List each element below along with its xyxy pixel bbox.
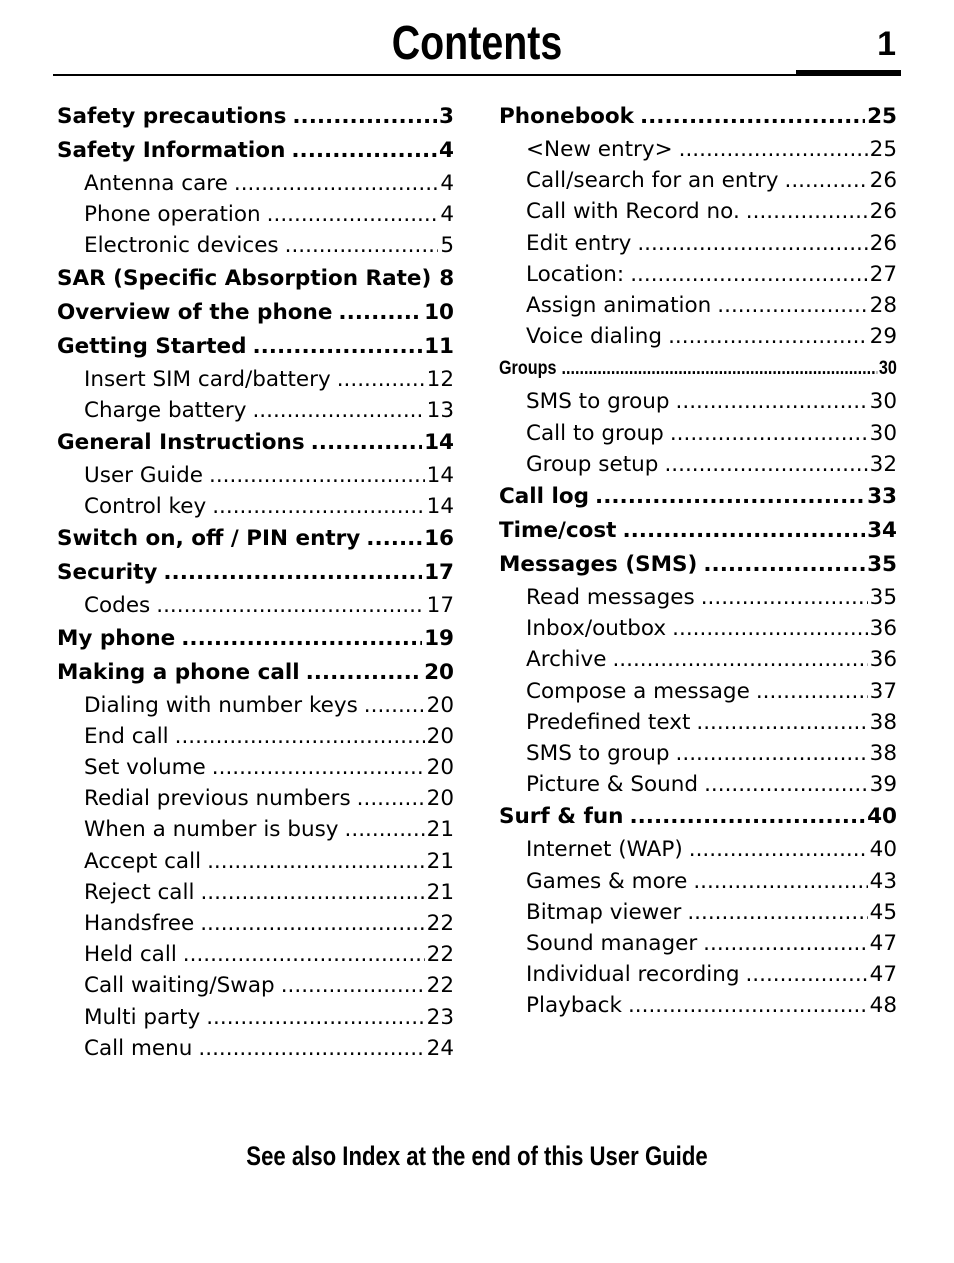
toc-dot-leader bbox=[200, 908, 424, 939]
toc-dot-leader bbox=[670, 418, 868, 449]
toc-entry-page: 3 bbox=[439, 104, 454, 129]
toc-entry-page: 35 bbox=[867, 552, 897, 578]
toc-entry-label: Switch on, off / PIN entry bbox=[57, 526, 361, 552]
toc-entry-page: 43 bbox=[869, 868, 897, 894]
toc-dot-leader bbox=[200, 877, 424, 908]
toc-entry-label: End call bbox=[84, 723, 169, 749]
toc-entry-label: Held call bbox=[84, 942, 177, 968]
toc-subsection-entry[interactable] bbox=[57, 168, 454, 199]
toc-entry-label: Overview of the phone bbox=[57, 299, 333, 325]
toc-entry-label: Call/search for an entry bbox=[526, 168, 779, 194]
toc-entry-label: Phonebook bbox=[499, 104, 634, 129]
toc-entry-label: Games & more bbox=[526, 868, 688, 894]
toc-dot-leader bbox=[281, 970, 425, 1001]
toc-entry-page: 20 bbox=[426, 755, 454, 781]
toc-entry-page: 20 bbox=[424, 659, 454, 685]
toc-entry-label: Groups bbox=[499, 358, 557, 380]
toc-subsection-entry[interactable] bbox=[57, 877, 454, 908]
toc-dot-leader bbox=[357, 783, 425, 814]
toc-subsection-entry[interactable] bbox=[57, 908, 454, 939]
toc-column-right bbox=[499, 100, 897, 1022]
toc-subsection-entry[interactable] bbox=[499, 418, 897, 449]
toc-dot-leader bbox=[717, 290, 867, 321]
toc-entry-label: Accept call bbox=[84, 848, 202, 874]
toc-dot-leader bbox=[629, 800, 865, 834]
toc-dot-leader bbox=[745, 959, 867, 990]
toc-entry-page: 20 bbox=[426, 692, 454, 718]
toc-entry-page: 28 bbox=[869, 293, 897, 319]
toc-section-entry[interactable] bbox=[57, 296, 454, 330]
toc-entry-page: 25 bbox=[869, 137, 897, 162]
toc-subsection-entry[interactable] bbox=[57, 590, 454, 621]
index-note: See also Index at the end of this User Guide bbox=[246, 1141, 708, 1171]
toc-entry-page: 4 bbox=[440, 171, 454, 196]
toc-dot-leader bbox=[640, 100, 865, 134]
toc-entry-label: Surf & fun bbox=[499, 804, 624, 830]
toc-entry-page: 26 bbox=[869, 199, 897, 225]
toc-section-entry[interactable] bbox=[499, 514, 897, 548]
toc-entry-label: Safety precautions bbox=[57, 104, 287, 129]
toc-entry-label: Call log bbox=[499, 484, 590, 510]
toc-entry-page: 5 bbox=[440, 233, 454, 259]
toc-subsection-entry[interactable] bbox=[57, 939, 454, 970]
toc-entry-page: 26 bbox=[869, 168, 897, 194]
toc-subsection-entry[interactable] bbox=[499, 676, 897, 707]
toc-subsection-entry[interactable] bbox=[57, 230, 454, 261]
toc-entry-label: Electronic devices bbox=[84, 233, 279, 259]
page-number: 1 bbox=[877, 25, 896, 63]
toc-dot-leader bbox=[612, 644, 867, 675]
toc-entry-page: 30 bbox=[878, 358, 897, 380]
toc-entry-page: 40 bbox=[867, 804, 897, 830]
toc-entry-label: Group setup bbox=[526, 451, 659, 477]
toc-subsection-entry[interactable] bbox=[499, 959, 897, 990]
toc-entry-page: 4 bbox=[440, 202, 454, 228]
toc-entry-label: Set volume bbox=[84, 755, 206, 781]
toc-entry-page: 36 bbox=[869, 616, 897, 642]
toc-entry-label: Antenna care bbox=[84, 171, 228, 196]
toc-entry-page: 4 bbox=[439, 138, 454, 163]
toc-entry-label: SMS to group bbox=[526, 389, 670, 415]
toc-entry-label: Insert SIM card/battery bbox=[84, 366, 331, 392]
toc-entry-page: 47 bbox=[869, 962, 897, 988]
toc-subsection-entry[interactable] bbox=[57, 395, 454, 426]
toc-entry-label: Voice dialing bbox=[526, 324, 663, 350]
toc-section-entry[interactable] bbox=[57, 522, 454, 556]
toc-column-left bbox=[57, 100, 454, 1064]
toc-entry-label: Reject call bbox=[84, 879, 195, 905]
toc-entry-page: 17 bbox=[424, 560, 454, 586]
toc-section-entry[interactable] bbox=[499, 800, 897, 834]
toc-entry-label: Predefined text bbox=[526, 709, 691, 735]
toc-dot-leader bbox=[785, 165, 868, 196]
toc-section-entry[interactable] bbox=[499, 100, 897, 134]
toc-dot-leader bbox=[183, 939, 425, 970]
toc-section-entry[interactable] bbox=[57, 262, 454, 296]
toc-dot-leader bbox=[267, 199, 439, 230]
toc-entry-page: 45 bbox=[869, 899, 897, 925]
toc-dot-leader bbox=[285, 230, 439, 261]
toc-section-entry[interactable] bbox=[57, 426, 454, 460]
toc-entry-page: 47 bbox=[869, 931, 897, 957]
toc-entry-page: 10 bbox=[424, 299, 454, 325]
toc-entry-page: 26 bbox=[869, 230, 897, 256]
toc-dot-leader bbox=[252, 395, 424, 426]
toc-dot-leader bbox=[756, 676, 868, 707]
toc-subsection-entry[interactable] bbox=[499, 834, 897, 865]
toc-entry-page: 27 bbox=[869, 261, 897, 287]
toc-entry-page: 14 bbox=[426, 463, 454, 489]
toc-section-entry[interactable] bbox=[499, 352, 897, 386]
toc-subsection-entry[interactable] bbox=[499, 769, 897, 800]
toc-entry-label: Security bbox=[57, 560, 158, 586]
toc-section-entry[interactable] bbox=[57, 556, 454, 590]
toc-entry-page: 21 bbox=[426, 879, 454, 905]
toc-entry-label: Location: bbox=[526, 261, 625, 287]
toc-subsection-entry[interactable] bbox=[499, 990, 897, 1021]
toc-dot-leader bbox=[252, 330, 422, 364]
toc-dot-leader bbox=[212, 491, 424, 522]
toc-dot-leader bbox=[701, 582, 868, 613]
toc-dot-leader bbox=[704, 769, 868, 800]
toc-subsection-entry[interactable] bbox=[57, 721, 454, 752]
toc-entry-label: Time/cost bbox=[499, 518, 617, 544]
toc-section-entry[interactable] bbox=[499, 548, 897, 582]
toc-dot-leader bbox=[337, 364, 425, 395]
toc-dot-leader bbox=[234, 168, 438, 199]
toc-dot-leader bbox=[622, 514, 865, 548]
toc-entry-page: 20 bbox=[426, 723, 454, 749]
toc-subsection-entry[interactable] bbox=[499, 259, 897, 290]
toc-dot-leader bbox=[637, 228, 867, 259]
toc-subsection-entry[interactable] bbox=[499, 196, 897, 227]
toc-entry-page: 21 bbox=[426, 817, 454, 843]
toc-subsection-entry[interactable] bbox=[57, 690, 454, 721]
toc-entry-label: Picture & Sound bbox=[526, 772, 699, 798]
toc-dot-leader bbox=[679, 134, 868, 165]
toc-entry-page: 30 bbox=[869, 420, 897, 446]
toc-entry-label: Assign animation bbox=[526, 293, 712, 319]
toc-entry-page: 21 bbox=[426, 848, 454, 874]
toc-entry-page: 38 bbox=[869, 709, 897, 735]
toc-dot-leader bbox=[306, 656, 422, 690]
toc-entry-label: Multi party bbox=[84, 1004, 201, 1030]
toc-section-entry[interactable] bbox=[57, 330, 454, 364]
toc-dot-leader bbox=[198, 1033, 424, 1064]
toc-entry-label: SMS to group bbox=[526, 741, 670, 767]
toc-dot-leader bbox=[628, 990, 868, 1021]
header-rule bbox=[53, 74, 901, 76]
toc-entry-page: 36 bbox=[869, 647, 897, 673]
toc-entry-page: 17 bbox=[426, 593, 454, 619]
page-title: Contents bbox=[391, 17, 563, 70]
toc-entry-label: Codes bbox=[84, 593, 151, 619]
toc-dot-leader bbox=[212, 752, 425, 783]
toc-entry-label: Phone operation bbox=[84, 202, 261, 228]
toc-entry-page: 14 bbox=[426, 494, 454, 520]
toc-entry-page: 37 bbox=[869, 678, 897, 704]
toc-dot-leader bbox=[292, 100, 437, 134]
toc-subsection-entry[interactable] bbox=[57, 970, 454, 1001]
toc-entry-page: 25 bbox=[867, 104, 897, 129]
page-number-rule bbox=[796, 70, 901, 76]
toc-subsection-entry[interactable] bbox=[499, 738, 897, 769]
toc-section-entry[interactable] bbox=[57, 656, 454, 690]
toc-entry-label: Sound manager bbox=[526, 931, 698, 957]
toc-dot-leader bbox=[687, 897, 867, 928]
toc-subsection-entry[interactable] bbox=[57, 460, 454, 491]
toc-entry-page: 29 bbox=[869, 324, 897, 350]
toc-entry-label: Charge battery bbox=[84, 397, 247, 423]
toc-dot-leader bbox=[696, 707, 867, 738]
toc-entry-label: Call menu bbox=[84, 1035, 193, 1061]
toc-subsection-entry[interactable] bbox=[499, 897, 897, 928]
toc-dot-leader bbox=[746, 196, 868, 227]
toc-dot-leader bbox=[181, 622, 422, 656]
toc-dot-leader bbox=[207, 846, 425, 877]
toc-dot-leader bbox=[630, 259, 867, 290]
toc-dot-leader bbox=[668, 321, 868, 352]
toc-entry-page: 34 bbox=[867, 518, 897, 544]
toc-entry-label: Bitmap viewer bbox=[526, 899, 682, 925]
toc-subsection-entry[interactable] bbox=[57, 364, 454, 395]
toc-entry-label: Handsfree bbox=[84, 911, 195, 937]
toc-entry-page: 22 bbox=[426, 942, 454, 968]
toc-entry-label: Edit entry bbox=[526, 230, 632, 256]
toc-entry-label: Inbox/outbox bbox=[526, 616, 667, 642]
toc-subsection-entry[interactable] bbox=[499, 866, 897, 897]
toc-entry-label: Redial previous numbers bbox=[84, 786, 351, 812]
toc-dot-leader bbox=[693, 866, 867, 897]
toc-entry-page: 32 bbox=[869, 451, 897, 477]
toc-subsection-entry[interactable] bbox=[57, 752, 454, 783]
toc-subsection-entry[interactable] bbox=[499, 707, 897, 738]
toc-entry-label: Playback bbox=[526, 993, 622, 1019]
toc-entry-page: 24 bbox=[426, 1035, 454, 1061]
toc-dot-leader bbox=[156, 590, 424, 621]
toc-dot-leader bbox=[311, 426, 422, 460]
toc-entry-page: 39 bbox=[869, 772, 897, 798]
toc-entry-label: Safety Information bbox=[57, 138, 286, 163]
toc-dot-leader bbox=[163, 556, 422, 590]
toc-dot-leader bbox=[595, 480, 865, 514]
toc-subsection-entry[interactable] bbox=[57, 491, 454, 522]
toc-entry-page: 23 bbox=[426, 1004, 454, 1030]
toc-entry-label: Making a phone call bbox=[57, 659, 300, 685]
toc-dot-leader bbox=[345, 814, 425, 845]
toc-dot-leader bbox=[206, 1002, 424, 1033]
toc-entry-label: <New entry> bbox=[526, 137, 673, 162]
toc-entry-label: Archive bbox=[526, 647, 607, 673]
toc-subsection-entry[interactable] bbox=[499, 582, 897, 613]
toc-dot-leader bbox=[562, 352, 878, 386]
toc-entry-label: When a number is busy bbox=[84, 817, 339, 843]
toc-entry-label: Call waiting/Swap bbox=[84, 973, 275, 999]
toc-entry-label: Messages (SMS) bbox=[499, 552, 698, 578]
toc-dot-leader bbox=[676, 386, 868, 417]
toc-dot-leader bbox=[364, 690, 425, 721]
toc-dot-leader bbox=[676, 738, 868, 769]
toc-entry-label: Internet (WAP) bbox=[526, 837, 683, 863]
toc-subsection-entry[interactable] bbox=[57, 814, 454, 845]
toc-entry-label: Getting Started bbox=[57, 333, 247, 359]
toc-subsection-entry[interactable] bbox=[499, 449, 897, 480]
toc-dot-leader bbox=[338, 296, 422, 330]
toc-section-entry[interactable] bbox=[57, 622, 454, 656]
toc-entry-page: 16 bbox=[424, 526, 454, 552]
toc-entry-page: 35 bbox=[869, 585, 897, 611]
toc-section-entry[interactable] bbox=[57, 134, 454, 168]
toc-entry-page: 8 bbox=[439, 265, 454, 291]
toc-entry-label: SAR (Specific Absorption Rate) bbox=[57, 265, 432, 291]
toc-dot-leader bbox=[366, 522, 422, 556]
toc-subsection-entry[interactable] bbox=[499, 928, 897, 959]
toc-dot-leader bbox=[689, 834, 868, 865]
toc-entry-label: Call with Record no. bbox=[526, 199, 740, 225]
toc-entry-label: Compose a message bbox=[526, 678, 750, 704]
toc-entry-label: Individual recording bbox=[526, 962, 740, 988]
toc-subsection-entry[interactable] bbox=[499, 165, 897, 196]
toc-subsection-entry[interactable] bbox=[499, 134, 897, 165]
toc-subsection-entry[interactable] bbox=[57, 1033, 454, 1064]
toc-entry-page: 22 bbox=[426, 973, 454, 999]
toc-dot-leader bbox=[291, 134, 437, 168]
toc-entry-page: 11 bbox=[424, 333, 454, 359]
toc-section-entry[interactable] bbox=[499, 480, 897, 514]
toc-entry-page: 38 bbox=[869, 741, 897, 767]
toc-entry-label: Control key bbox=[84, 494, 207, 520]
toc-entry-page: 13 bbox=[426, 397, 454, 423]
toc-dot-leader bbox=[209, 460, 425, 491]
toc-entry-page: 22 bbox=[426, 911, 454, 937]
toc-section-entry[interactable] bbox=[57, 100, 454, 134]
toc-entry-label: My phone bbox=[57, 625, 176, 651]
toc-entry-page: 30 bbox=[869, 389, 897, 415]
toc-subsection-entry[interactable] bbox=[57, 846, 454, 877]
toc-dot-leader bbox=[175, 721, 425, 752]
toc-subsection-entry[interactable] bbox=[499, 290, 897, 321]
toc-entry-label: Read messages bbox=[526, 585, 695, 611]
toc-entry-label: General Instructions bbox=[57, 430, 305, 456]
toc-dot-leader bbox=[664, 449, 867, 480]
toc-entry-page: 40 bbox=[869, 837, 897, 863]
toc-subsection-entry[interactable] bbox=[499, 321, 897, 352]
toc-entry-label: Call to group bbox=[526, 420, 664, 446]
toc-entry-page: 12 bbox=[426, 366, 454, 392]
toc-entry-label: Dialing with number keys bbox=[84, 692, 358, 718]
toc-subsection-entry[interactable] bbox=[57, 1002, 454, 1033]
toc-entry-page: 20 bbox=[426, 786, 454, 812]
toc-dot-leader bbox=[703, 548, 865, 582]
toc-subsection-entry[interactable] bbox=[499, 228, 897, 259]
toc-dot-leader bbox=[703, 928, 867, 959]
toc-subsection-entry[interactable] bbox=[499, 613, 897, 644]
toc-entry-page: 14 bbox=[424, 430, 454, 456]
toc-subsection-entry[interactable] bbox=[57, 199, 454, 230]
toc-entry-page: 48 bbox=[869, 993, 897, 1019]
toc-subsection-entry[interactable] bbox=[499, 386, 897, 417]
toc-entry-label: User Guide bbox=[84, 463, 203, 489]
toc-subsection-entry[interactable] bbox=[499, 644, 897, 675]
toc-dot-leader bbox=[672, 613, 867, 644]
toc-entry-page: 19 bbox=[424, 625, 454, 651]
toc-subsection-entry[interactable] bbox=[57, 783, 454, 814]
toc-entry-page: 33 bbox=[867, 484, 897, 510]
